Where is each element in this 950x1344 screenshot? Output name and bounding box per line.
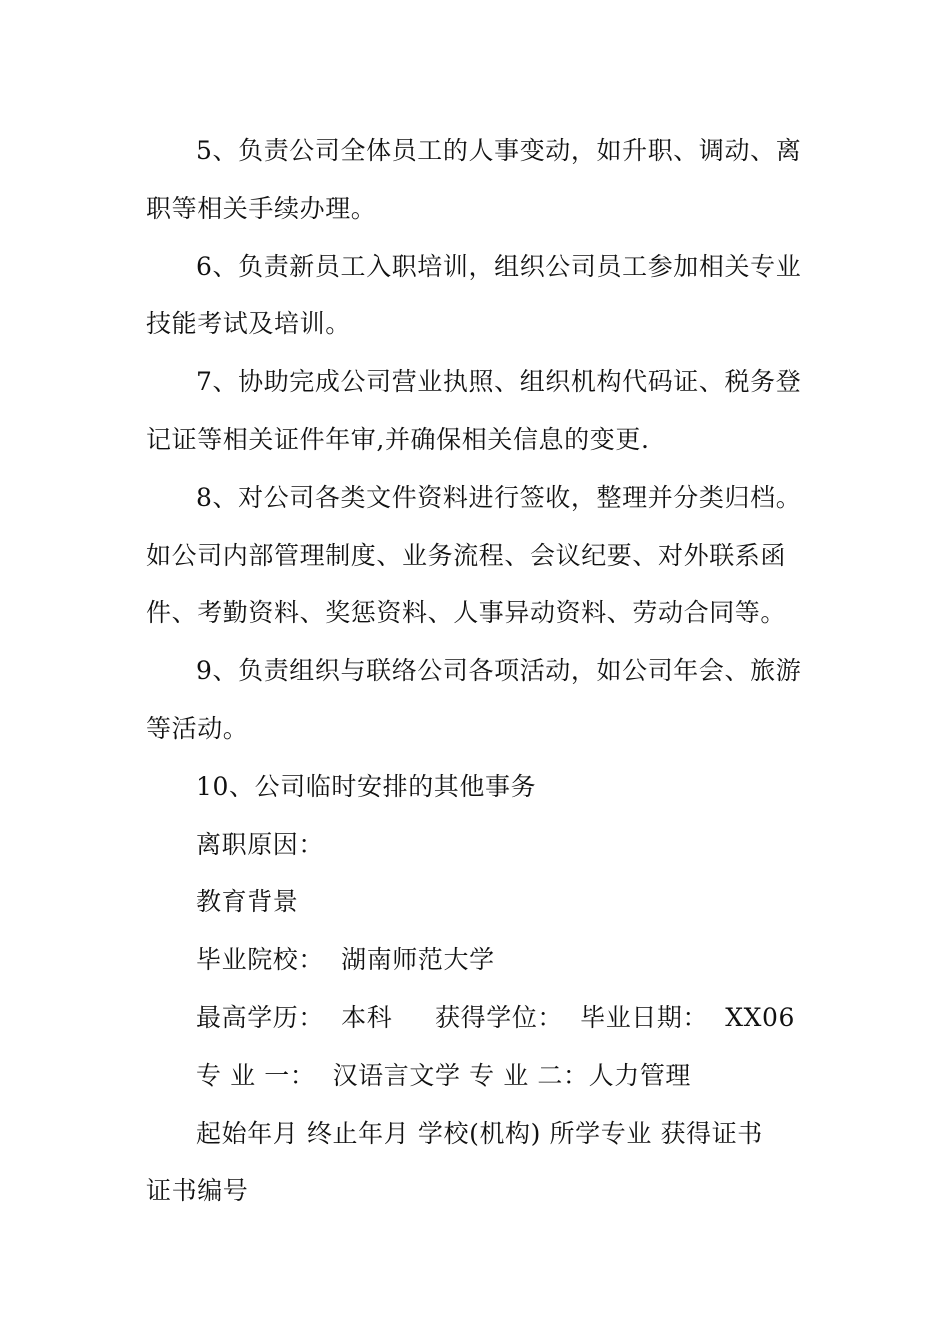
text-line: 职等相关手续办理。: [146, 193, 377, 223]
text-line: 毕业院校： 湖南师范大学: [196, 945, 495, 975]
text-line: 8、对公司各类文件资料进行签收，整理并分类归档。: [196, 482, 802, 512]
text-line: 记证等相关证件年审,并确保相关信息的变更.: [146, 424, 650, 454]
document-body: [146, 122, 808, 1220]
text-line: 7、协助完成公司营业执照、组织机构代码证、税务登: [196, 367, 802, 397]
text-line: 起始年月 终止年月 学校(机构) 所学专业 获得证书: [196, 1118, 763, 1148]
section-heading: 教育背景: [196, 887, 299, 917]
text-line: 10、公司临时安排的其他事务: [196, 771, 537, 801]
text-line: 9、负责组织与联络公司各项活动，如公司年会、旅游: [196, 656, 802, 686]
text-line: 离职原因：: [196, 829, 325, 859]
text-line: 如公司内部管理制度、业务流程、会议纪要、对外联系函: [146, 540, 787, 570]
text-line: 件、考勤资料、奖惩资料、人事异动资料、劳动合同等。: [146, 598, 787, 628]
text-line: 5、负责公司全体员工的人事变动，如升职、调动、离: [196, 136, 802, 165]
text-line: 证书编号: [146, 1176, 249, 1206]
text-line: 专 业 一： 汉语言文学 专 业 二：人力管理: [196, 1060, 692, 1090]
text-line: 等活动。: [146, 713, 249, 743]
text-line: 技能考试及培训。: [146, 309, 351, 339]
text-line: 最高学历： 本科 获得学位： 毕业日期： XX06: [196, 1002, 796, 1032]
text-line: 6、负责新员工入职培训，组织公司员工参加相关专业: [196, 251, 802, 281]
